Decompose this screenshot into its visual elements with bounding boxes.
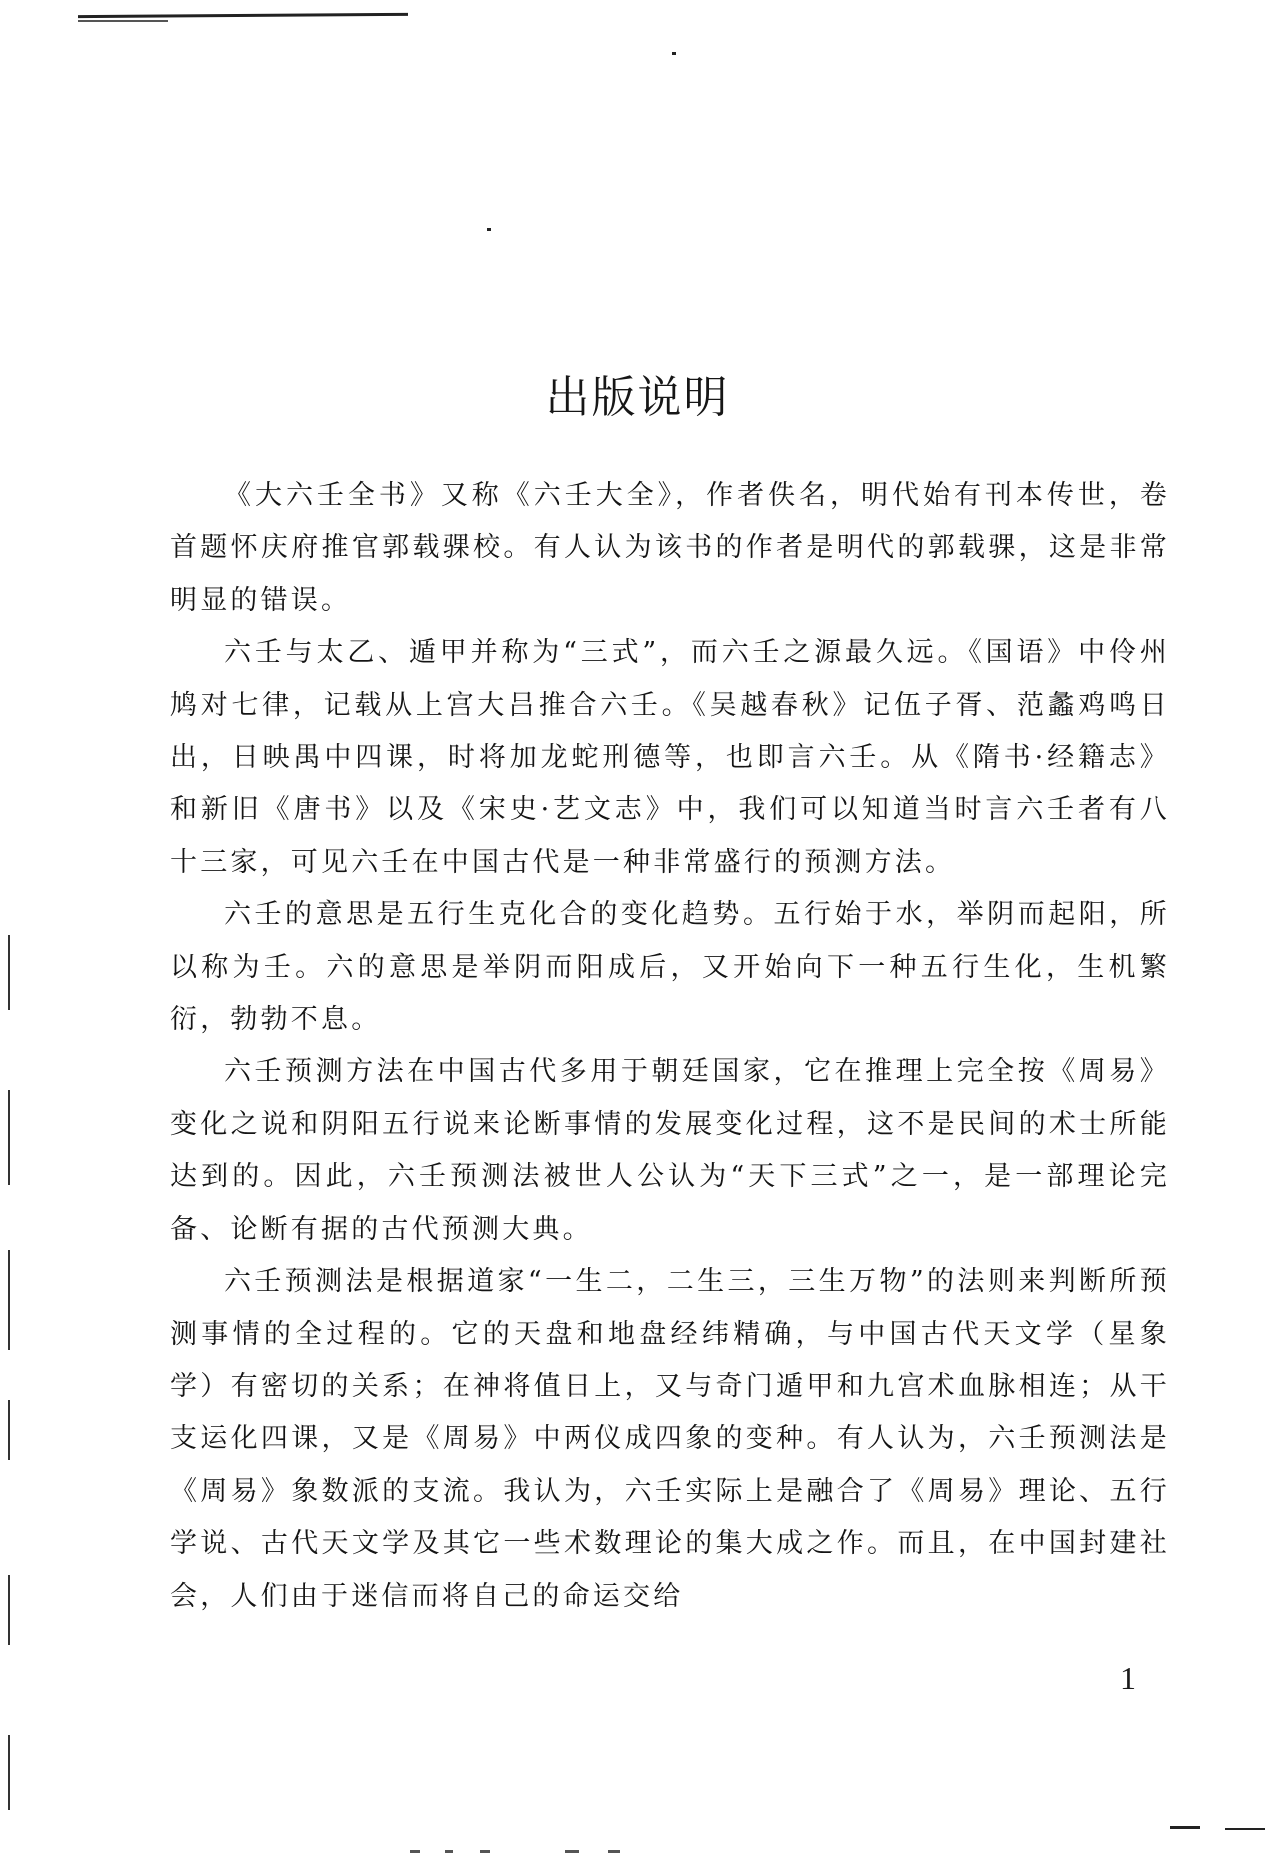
scan-top-rule-fragment <box>78 20 168 22</box>
scan-left-edge-mark <box>8 1735 10 1810</box>
scan-speck <box>487 228 491 231</box>
paragraph: 《大六壬全书》又称《六壬大全》，作者佚名，明代始有刊本传世，卷首题怀庆府推官郭载骒校。有人认为该书的作者是明代的郭载骒，这是非常明显的错误。 <box>170 480 1170 616</box>
page-number: 1 <box>1120 1660 1136 1696</box>
paragraph: 六壬预测方法在中国古代多用于朝廷国家，它在推理上完全按《周易》变化之说和阴阳五行说来论断事情的发展变化过程，这不是民间的术士所能达到的。因此，六壬预测法被世人公认为“天下三式”之一，是一部理论完备、论断有据的古代预测大典。 <box>170 1056 1170 1245</box>
scan-speck <box>672 52 676 55</box>
scan-bottom-mark <box>410 1850 420 1853</box>
scan-left-edge-mark <box>8 1575 10 1645</box>
scan-left-edge-mark <box>8 935 10 1010</box>
scan-bottom-right-mark <box>1225 1828 1265 1830</box>
body-text <box>170 470 1170 1623</box>
paragraph: 六壬预测法是根据道家“一生二，二生三，三生万物”的法则来判断所预测事情的全过程的。它的天盘和地盘经纬精确，与中国古代天文学（星象学）有密切的关系；在神将值日上，又与奇门遁甲和九宫术血脉相连；从干支运化四课，又是《周易》中两仪成四象的变种。有人认为，六壬预测法是《周易》象数派的支流。我认为，六壬实际上是融合了《周易》理论、五行学说、古代天文学及其它一些术数理论的集大成之作。而且，在中国封建社会，人们由于迷信而将自己的命运交给 <box>170 1266 1170 1612</box>
scan-left-edge-mark <box>8 1090 10 1185</box>
paragraph: 六壬与太乙、遁甲并称为“三式”，而六壬之源最久远。《国语》中伶州鸠对七律，记载从上宫大吕推合六壬。《吴越春秋》记伍子胥、范蠡鸡鸣日出，日映禺中四课，时将加龙蛇刑德等，也即言六壬。从《隋书·经籍志》和新旧《唐书》以及《宋史·艺文志》中，我们可以知道当时言六壬者有八十三家，可见六壬在中国古代是一种非常盛行的预测方法。 <box>170 637 1170 878</box>
scan-bottom-mark <box>608 1850 620 1853</box>
scan-top-rule <box>78 13 408 18</box>
scan-bottom-mark <box>445 1850 453 1853</box>
scan-bottom-mark <box>480 1850 490 1853</box>
scan-left-edge-mark <box>8 1250 10 1350</box>
paragraph: 六壬的意思是五行生克化合的变化趋势。五行始于水，举阴而起阳，所以称为壬。六的意思是举阴而阳成后，又开始向下一种五行生化，生机繁衍，勃勃不息。 <box>170 899 1170 1036</box>
scan-bottom-mark <box>565 1850 579 1853</box>
scan-left-edge-mark <box>8 1400 10 1460</box>
scan-bottom-right-mark <box>1170 1826 1200 1829</box>
page-title: 出版说明 <box>545 372 730 424</box>
